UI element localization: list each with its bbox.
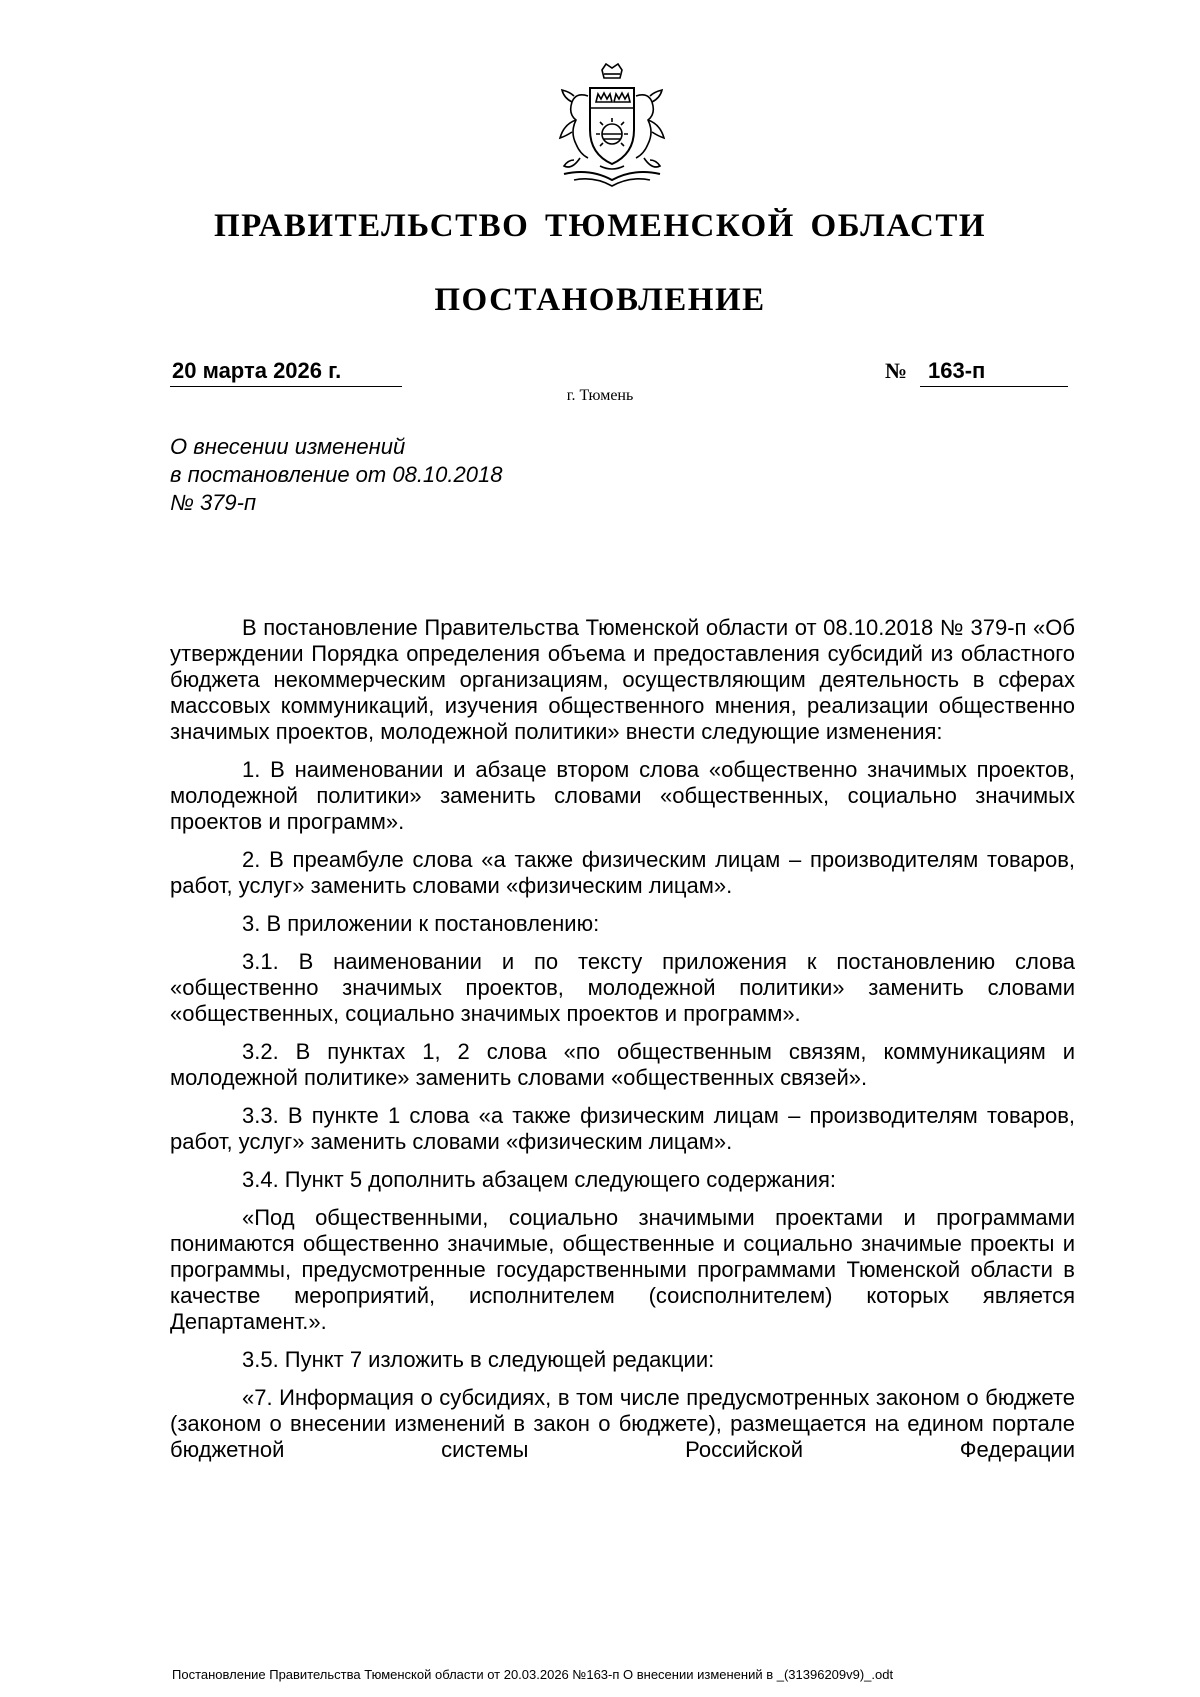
document-body — [170, 615, 1075, 1463]
body-paragraph: 3.2. В пунктах 1, 2 слова «по общественным связям, коммуникациям и молодежной политике» заменить словами «общественных связей». — [170, 1039, 1075, 1090]
subject-line: О внесении изменений — [170, 434, 406, 459]
body-paragraph: 3.3. В пункте 1 слова «а также физическим лицам – производителям товаров, работ, услуг» заменить словами «физическим лицам». — [170, 1103, 1075, 1154]
subject-line: № 379-п — [170, 490, 257, 515]
body-paragraph: «7. Информация о субсидиях, в том числе предусмотренных законом о бюджете (законом о внесении изменений в закон о бюджете), размещается на едином портале бюджетной системы Российской Федерации — [170, 1385, 1075, 1462]
body-paragraph: 3.5. Пункт 7 изложить в следующей редакции: — [242, 1347, 715, 1372]
body-paragraph: «Под общественными, социально значимыми проектами и программами понимаются общественно значимые, общественные и социально значимые проекты и программы, предусмотренные государственными программами Тюменской области в качестве мероприятий, исполнителем (соисполнителем) которых является Департамент.». — [170, 1205, 1075, 1334]
subject-line: в постановление от 08.10.2018 — [170, 462, 503, 487]
body-paragraph: 1. В наименовании и абзаце втором слова «общественно значимых проектов, молодежной политики» заменить словами «общественных, социально значимых проектов и программ». — [170, 757, 1075, 834]
city: г. Тюмень — [566, 387, 634, 404]
body-paragraph: 3.1. В наименовании и по тексту приложения к постановлению слова «общественно значимых проектов, молодежной политики» заменить словами «общественных, социально значимых проектов и программ». — [170, 949, 1075, 1026]
body-paragraph: 2. В преамбуле слова «а также физическим лицам – производителям товаров, работ, услуг» заменить словами «физическим лицам». — [170, 847, 1075, 898]
document-type: ПОСТАНОВЛЕНИЕ — [434, 282, 766, 318]
number-sign: № — [885, 358, 908, 383]
document-subject — [170, 433, 670, 517]
body-paragraph: 3. В приложении к постановлению: — [242, 911, 600, 936]
coat-of-arms-icon — [550, 62, 675, 194]
organization-name: ПРАВИТЕЛЬСТВО ТЮМЕНСКОЙ ОБЛАСТИ — [213, 208, 987, 244]
document-date: 20 марта 2026 г. — [170, 358, 402, 387]
body-paragraph: В постановление Правительства Тюменской области от 08.10.2018 № 379-п «Об утверждении Порядка определения объема и предоставления субсидий из областного бюджета некоммерческим организациям, осуществляющим деятельность в сферах массовых коммуникаций, изучения общественного мнения, реализации общественно значимых проектов, молодежной политики» внести следующие изменения: — [170, 615, 1075, 744]
body-paragraph: 3.4. Пункт 5 дополнить абзацем следующего содержания: — [242, 1167, 836, 1192]
document-number: 163-п — [920, 358, 1068, 387]
page-footer: Постановление Правительства Тюменской области от 20.03.2026 №163-п О внесении изменений в _(31396209v9)_.odt — [172, 1667, 894, 1682]
